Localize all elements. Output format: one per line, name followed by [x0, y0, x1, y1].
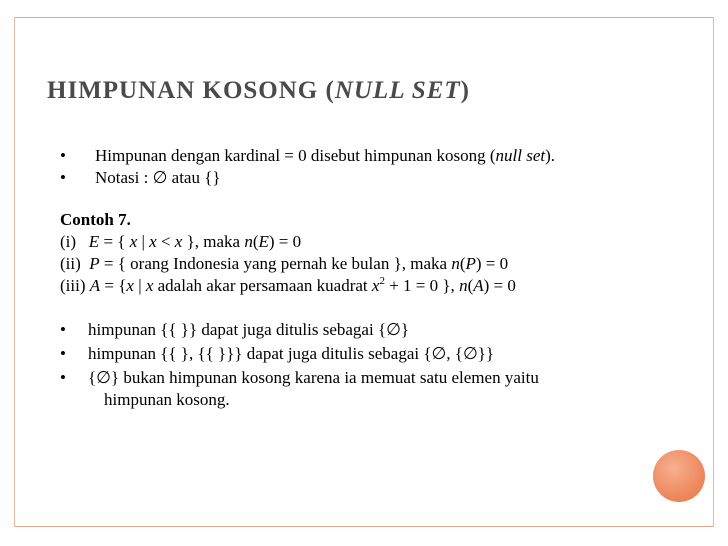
label-i: (i) [60, 232, 89, 251]
bullet-example-2 [60, 343, 680, 365]
bullet-text: himpunan {{ }} dapat juga ditulis sebagai {∅} [88, 320, 410, 339]
bullet-example-3 [60, 367, 680, 411]
bullet-text-cont: himpunan kosong. [104, 390, 230, 409]
var-x: x [129, 232, 138, 251]
bottom-rule [15, 526, 713, 527]
var-P: P [465, 254, 476, 273]
text: = { [99, 232, 130, 251]
text: | [137, 232, 150, 251]
accent-circle-icon [653, 450, 705, 502]
var-x: x [145, 276, 154, 295]
text: ) = 0 [483, 276, 516, 295]
example-heading: Contoh 7. [60, 210, 131, 229]
var-x: x [174, 232, 183, 251]
bullet-text: {∅} bukan himpunan kosong karena ia memuat satu elemen yaitu [88, 368, 539, 387]
var-E: E [258, 232, 269, 251]
text: < [156, 232, 175, 251]
bullet-icon: • [60, 320, 66, 339]
var-P: P [89, 254, 100, 273]
slide-title [47, 77, 687, 105]
var-E: E [88, 232, 100, 251]
text: adalah akar persamaan kuadrat [153, 276, 372, 295]
var-n: n [459, 276, 468, 295]
slide-body [60, 145, 680, 411]
text: ) = 0 [475, 254, 509, 273]
bullet-icon: • [60, 146, 66, 165]
var-A: A [473, 276, 484, 295]
text: ) = 0 [268, 232, 302, 251]
text: ( [252, 232, 259, 251]
var-n: n [451, 254, 460, 273]
var-x: x [371, 276, 380, 295]
text: = { orang Indonesia yang pernah ke bulan }, maka [99, 254, 452, 273]
top-rule [15, 17, 713, 18]
bullet-italic: null set [495, 146, 546, 165]
bullet-null-set [60, 145, 680, 167]
bullet-text-end: ). [545, 146, 556, 165]
example-line-ii [60, 253, 680, 275]
bullet-icon: • [60, 344, 66, 363]
title-close: ) [460, 77, 470, 104]
example-line-iii [60, 275, 680, 297]
bullet-text: Notasi : ∅ atau {} [95, 168, 221, 187]
var-A: A [89, 276, 101, 295]
text: ( [459, 254, 466, 273]
bullet-icon: • [60, 168, 66, 187]
text: }, maka [182, 232, 245, 251]
bullet-example-1 [60, 319, 680, 341]
exponent: 2 [379, 275, 385, 287]
text: | [133, 276, 146, 295]
bullet-icon: • [60, 368, 66, 387]
bullet-notation [60, 167, 680, 189]
title-italic: NULL SET [334, 77, 461, 104]
text: ( [467, 276, 474, 295]
example-line-i [60, 231, 680, 253]
var-n: n [244, 232, 253, 251]
label-ii: (ii) [60, 254, 90, 273]
title-main: HIMPUNAN KOSONG ( [47, 77, 335, 104]
bullet-text: Himpunan dengan kardinal = 0 disebut himpunan kosong ( [95, 146, 496, 165]
label-iii: (iii) [60, 276, 90, 295]
text: = { [100, 276, 127, 295]
var-x: x [149, 232, 157, 251]
var-x: x [126, 276, 134, 295]
bullet-text: himpunan {{ }, {{ }}} dapat juga ditulis sebagai {∅, {∅}} [88, 344, 495, 363]
text: + 1 = 0 }, [384, 276, 460, 295]
